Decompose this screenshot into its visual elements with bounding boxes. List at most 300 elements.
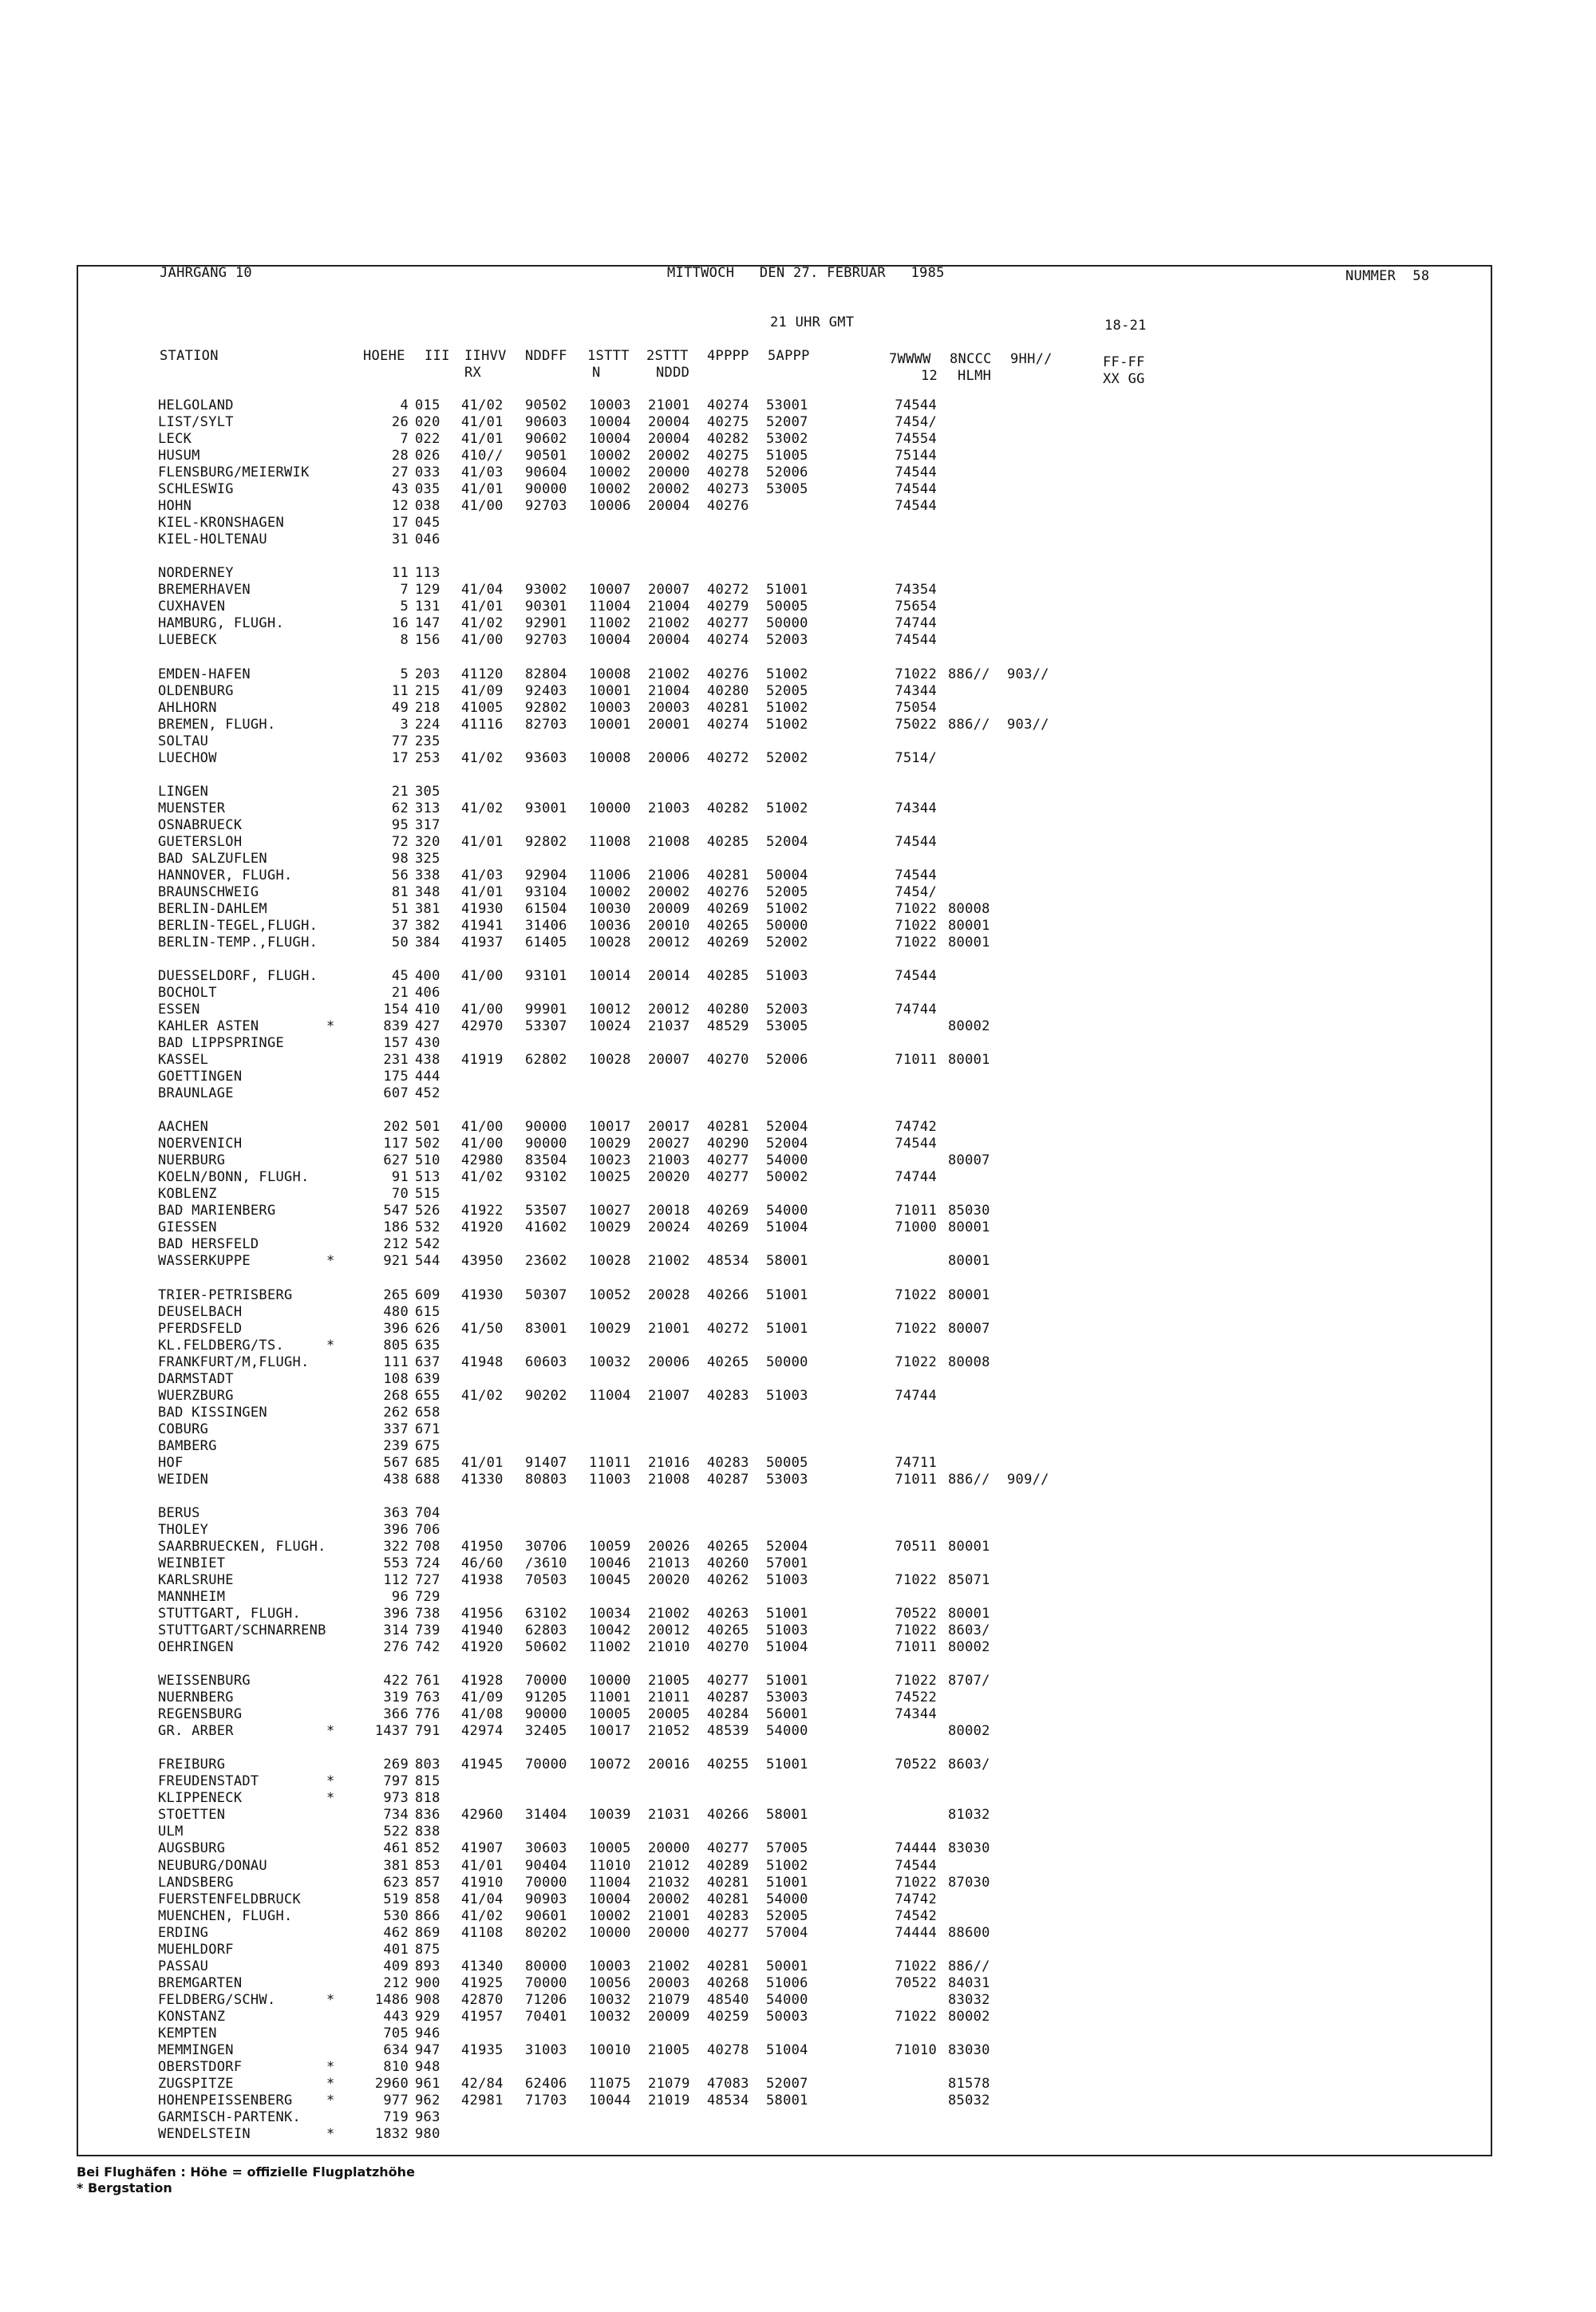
station-height: 17 (391, 515, 409, 532)
station-id: 400 (415, 968, 440, 984)
station-row (0, 532, 1596, 548)
station-height: 56 (391, 867, 409, 883)
weather-group: 70522 (895, 1974, 937, 1991)
cloud-group: 8707/ (948, 1673, 990, 1690)
synop-group: 99901 (525, 1002, 567, 1018)
station-row (0, 1539, 1596, 1555)
station-id: 947 (415, 2041, 440, 2058)
cloud-group: 80007 (948, 1320, 990, 1337)
synop-group: 20003 (648, 1974, 690, 1991)
synop-group: 21005 (648, 1673, 690, 1690)
synop-group: 20012 (648, 934, 690, 950)
synop-group: 41/01 (461, 414, 504, 430)
synop-group: 11002 (589, 615, 631, 632)
station-height: 11 (391, 682, 409, 699)
synop-group: 21004 (648, 682, 690, 699)
station-id: 320 (415, 833, 440, 850)
mountain-station-marker: * (326, 1790, 335, 1807)
synop-group: 83001 (525, 1320, 567, 1337)
synop-group: 41/00 (461, 632, 504, 649)
station-height: 366 (383, 1706, 409, 1723)
synop-group: 41938 (461, 1572, 504, 1588)
cloud-group: 8603/ (948, 1622, 990, 1638)
synop-group: 21052 (648, 1723, 690, 1740)
synop-group: 41/00 (461, 498, 504, 515)
cloud-group: 80007 (948, 1152, 990, 1169)
weather-group: 7514/ (895, 749, 937, 766)
station-height: 262 (383, 1404, 409, 1421)
synop-group: 40266 (707, 1807, 749, 1824)
station-row (0, 1975, 1596, 1992)
station-id: 020 (415, 414, 440, 430)
synop-group: 21079 (648, 2075, 690, 2092)
station-height: 401 (383, 1941, 409, 1958)
station-id: 639 (415, 1370, 440, 1387)
station-id: 908 (415, 1991, 440, 2008)
synop-group: 42960 (461, 1807, 504, 1824)
synop-group: 21008 (648, 1471, 690, 1488)
synop-group: 10004 (589, 1891, 631, 1907)
station-name: MUENCHEN, FLUGH. (158, 1907, 293, 1924)
synop-group: 11004 (589, 599, 631, 615)
col-7wwww: 7WWWW (889, 351, 931, 367)
station-name: OEHRINGEN (158, 1639, 234, 1655)
station-height: 719 (383, 2108, 409, 2125)
synop-group: 40265 (707, 1622, 749, 1638)
cloud-group: 80002 (948, 1723, 990, 1740)
station-height: 154 (383, 1002, 409, 1018)
issue-number: NUMMER 58 (1345, 268, 1430, 284)
synop-group: 41950 (461, 1538, 504, 1555)
synop-group: 57005 (766, 1840, 808, 1857)
synop-group: 42980 (461, 1152, 504, 1169)
station-id: 729 (415, 1589, 440, 1605)
station-id: 853 (415, 1857, 440, 1874)
station-height: 443 (383, 2008, 409, 2025)
station-name: GOETTINGEN (158, 1069, 243, 1085)
synop-group: 41/09 (461, 682, 504, 699)
synop-group: 10000 (589, 1924, 631, 1941)
synop-group: 90604 (525, 464, 567, 481)
col-iii: III (425, 348, 450, 364)
station-name: KONSTANZ (158, 2008, 226, 2025)
synop-group: 51002 (766, 716, 808, 733)
weather-group: 75144 (895, 448, 937, 464)
station-row (0, 1589, 1596, 1606)
station-name: HOF (158, 1454, 184, 1471)
station-name: LECK (158, 431, 192, 447)
synop-group: 82804 (525, 666, 567, 682)
station-id: 430 (415, 1035, 440, 1052)
weather-group: 74544 (895, 632, 937, 649)
synop-group: 83504 (525, 1152, 567, 1169)
col-n: N (592, 365, 601, 381)
station-id: 235 (415, 733, 440, 749)
station-name: BERUS (158, 1504, 200, 1521)
station-row (0, 1824, 1596, 1840)
synop-group: 40265 (707, 1354, 749, 1370)
synop-group: 40259 (707, 2008, 749, 2025)
synop-group: 10008 (589, 666, 631, 682)
station-height: 2960 (374, 2075, 409, 2092)
station-id: 776 (415, 1706, 440, 1723)
synop-group: 10029 (589, 1219, 631, 1236)
synop-group: 90000 (525, 481, 567, 498)
synop-group: 80000 (525, 1958, 567, 1974)
synop-group: 10002 (589, 481, 631, 498)
station-name: KIEL-KRONSHAGEN (158, 515, 285, 532)
synop-group: 21011 (648, 1690, 690, 1706)
synop-group: 50005 (766, 599, 808, 615)
station-row (0, 1790, 1596, 1807)
station-name: ESSEN (158, 1002, 200, 1018)
synop-group: 48539 (707, 1723, 749, 1740)
synop-group: 92802 (525, 833, 567, 850)
synop-group: 40281 (707, 867, 749, 883)
station-height: 265 (383, 1286, 409, 1303)
station-row (0, 2076, 1596, 2093)
col-rx: RX (464, 365, 482, 381)
station-height: 409 (383, 1958, 409, 1974)
col-4pppp: 4PPPP (707, 348, 749, 364)
station-height: 91 (391, 1169, 409, 1186)
synop-group: 90601 (525, 1907, 567, 1924)
weather-group: 71022 (895, 1286, 937, 1303)
station-name: AACHEN (158, 1119, 209, 1136)
station-name: THOLEY (158, 1521, 209, 1538)
cloud-group: 87030 (948, 1874, 990, 1891)
synop-group: 90602 (525, 431, 567, 447)
synop-group: 20002 (648, 883, 690, 900)
synop-group: 21008 (648, 833, 690, 850)
cloud-group: 81032 (948, 1807, 990, 1824)
synop-group: 90000 (525, 1136, 567, 1152)
synop-group: 410// (461, 448, 504, 464)
synop-group: 10007 (589, 582, 631, 599)
synop-group: 46/60 (461, 1555, 504, 1571)
synop-group: 20010 (648, 917, 690, 934)
synop-group: 40266 (707, 1286, 749, 1303)
station-height: 805 (383, 1337, 409, 1354)
synop-group: 56001 (766, 1706, 808, 1723)
synop-group: 10039 (589, 1807, 631, 1824)
station-row (0, 1405, 1596, 1421)
synop-group: 91205 (525, 1690, 567, 1706)
synop-group: 70000 (525, 1757, 567, 1773)
synop-group: 10012 (589, 1002, 631, 1018)
synop-group: 50000 (766, 917, 808, 934)
mountain-station-marker: * (326, 1337, 335, 1354)
synop-group: 41/02 (461, 800, 504, 816)
station-name: WEISSENBURG (158, 1673, 251, 1690)
station-id: 900 (415, 1974, 440, 1991)
synop-group: 10042 (589, 1622, 631, 1638)
synop-group: 40277 (707, 1152, 749, 1169)
station-row (0, 1002, 1596, 1018)
synop-group: 51002 (766, 1857, 808, 1874)
station-id: 708 (415, 1538, 440, 1555)
station-id: 510 (415, 1152, 440, 1169)
weather-group: 74742 (895, 1119, 937, 1136)
station-row (0, 851, 1596, 867)
synop-group: 41945 (461, 1757, 504, 1773)
station-name: BERLIN-DAHLEM (158, 900, 267, 917)
station-row (0, 1421, 1596, 1438)
station-name: MUENSTER (158, 800, 226, 816)
station-id: 946 (415, 2025, 440, 2041)
station-name: REGENSBURG (158, 1706, 243, 1723)
synop-group: 40276 (707, 883, 749, 900)
station-row (0, 733, 1596, 750)
weather-group: 71011 (895, 1203, 937, 1219)
synop-group: 70000 (525, 1874, 567, 1891)
station-row (0, 1169, 1596, 1186)
station-name: HOHENPEISSENBERG (158, 2092, 293, 2108)
station-row (0, 1018, 1596, 1035)
station-row (0, 1908, 1596, 1925)
extra-group: 909// (1007, 1471, 1049, 1488)
synop-group: 41940 (461, 1622, 504, 1638)
station-height: 8 (400, 632, 409, 649)
synop-group: 40269 (707, 900, 749, 917)
synop-group: 40283 (707, 1387, 749, 1404)
station-id: 513 (415, 1169, 440, 1186)
synop-group: 40281 (707, 1874, 749, 1891)
station-row (0, 1119, 1596, 1136)
station-id: 218 (415, 699, 440, 716)
station-height: 7 (400, 431, 409, 447)
station-row (0, 1925, 1596, 1942)
station-row (0, 1622, 1596, 1639)
station-row (0, 1875, 1596, 1891)
synop-group: 41602 (525, 1219, 567, 1236)
synop-group: 51006 (766, 1974, 808, 1991)
synop-group: 20007 (648, 1052, 690, 1069)
weather-group: 74522 (895, 1690, 937, 1706)
station-row (0, 1321, 1596, 1338)
synop-group: 40274 (707, 716, 749, 733)
synop-group: 20020 (648, 1572, 690, 1588)
synop-group: 92901 (525, 615, 567, 632)
synop-group: 61504 (525, 900, 567, 917)
station-row (0, 1438, 1596, 1455)
station-id: 791 (415, 1723, 440, 1740)
synop-group: 20018 (648, 1203, 690, 1219)
station-row (0, 1136, 1596, 1152)
synop-group: 90903 (525, 1891, 567, 1907)
station-name: BAMBERG (158, 1437, 217, 1454)
station-name: BREMERHAVEN (158, 582, 251, 599)
synop-group: 21031 (648, 1807, 690, 1824)
weather-group: 74542 (895, 1907, 937, 1924)
synop-group: 40263 (707, 1606, 749, 1622)
synop-group: 51003 (766, 1622, 808, 1638)
station-name: HELGOLAND (158, 397, 234, 413)
synop-group: 93101 (525, 968, 567, 984)
station-name: HUSUM (158, 448, 200, 464)
station-height: 112 (383, 1572, 409, 1588)
synop-group: 53005 (766, 1018, 808, 1035)
synop-group: 58001 (766, 1807, 808, 1824)
synop-group: 10001 (589, 682, 631, 699)
synop-group: /3610 (525, 1555, 567, 1571)
station-row (0, 565, 1596, 582)
synop-group: 90202 (525, 1387, 567, 1404)
weather-group: 74711 (895, 1454, 937, 1471)
station-name: COBURG (158, 1421, 209, 1437)
synop-group: 40282 (707, 800, 749, 816)
station-id: 022 (415, 431, 440, 447)
synop-group: 90000 (525, 1706, 567, 1723)
synop-group: 41/02 (461, 397, 504, 413)
synop-group: 41/00 (461, 1002, 504, 1018)
synop-group: 62406 (525, 2075, 567, 2092)
station-name: BERLIN-TEMP.,FLUGH. (158, 934, 318, 950)
cloud-group: 81578 (948, 2075, 990, 2092)
station-height: 337 (383, 1421, 409, 1437)
station-id: 838 (415, 1824, 440, 1840)
extra-group: 903// (1007, 716, 1049, 733)
weather-group: 74544 (895, 1857, 937, 1874)
station-id: 384 (415, 934, 440, 950)
station-id: 615 (415, 1303, 440, 1320)
synop-group: 90603 (525, 414, 567, 430)
synop-group: 31406 (525, 917, 567, 934)
synop-group: 41/02 (461, 1169, 504, 1186)
station-row (0, 1069, 1596, 1085)
mountain-station-marker: * (326, 2075, 335, 2092)
weather-group: 71022 (895, 1572, 937, 1588)
mountain-station-marker: * (326, 1253, 335, 1270)
station-name: EMDEN-HAFEN (158, 666, 251, 682)
station-id: 609 (415, 1286, 440, 1303)
station-row (0, 414, 1596, 431)
synop-group: 51001 (766, 1606, 808, 1622)
synop-group: 31404 (525, 1807, 567, 1824)
synop-group: 10002 (589, 1907, 631, 1924)
synop-group: 41907 (461, 1840, 504, 1857)
synop-group: 40262 (707, 1572, 749, 1588)
synop-group: 91407 (525, 1454, 567, 1471)
station-height: 1486 (374, 1991, 409, 2008)
weather-group: 7454/ (895, 414, 937, 430)
synop-group: 20000 (648, 464, 690, 481)
station-row (0, 1840, 1596, 1857)
synop-group: 41/00 (461, 968, 504, 984)
synop-group: 90501 (525, 448, 567, 464)
station-id: 427 (415, 1018, 440, 1035)
station-row (0, 2009, 1596, 2025)
station-id: 961 (415, 2075, 440, 2092)
synop-group: 50001 (766, 1958, 808, 1974)
synop-group: 23602 (525, 1253, 567, 1270)
station-id: 026 (415, 448, 440, 464)
synop-group: 41/04 (461, 1891, 504, 1907)
weather-group: 71022 (895, 917, 937, 934)
station-id: 739 (415, 1622, 440, 1638)
synop-group: 40289 (707, 1857, 749, 1874)
station-row (0, 1236, 1596, 1253)
weather-group: 74744 (895, 1387, 937, 1404)
synop-group: 21007 (648, 1387, 690, 1404)
synop-group: 40279 (707, 599, 749, 615)
synop-group: 93104 (525, 883, 567, 900)
station-height: 396 (383, 1320, 409, 1337)
station-id: 836 (415, 1807, 440, 1824)
station-id: 406 (415, 985, 440, 1001)
station-name: STUTTGART, FLUGH. (158, 1606, 302, 1622)
station-row (0, 1304, 1596, 1321)
synop-group: 40278 (707, 464, 749, 481)
weather-group: 71000 (895, 1219, 937, 1236)
synop-group: 20014 (648, 968, 690, 984)
station-name: STOETTEN (158, 1807, 226, 1824)
station-row (0, 1085, 1596, 1102)
station-height: 839 (383, 1018, 409, 1035)
station-row (0, 464, 1596, 481)
station-height: 111 (383, 1354, 409, 1370)
station-row (0, 1052, 1596, 1069)
synop-group: 10029 (589, 1136, 631, 1152)
synop-group: 41/01 (461, 1454, 504, 1471)
station-name: NEUBURG/DONAU (158, 1857, 267, 1874)
weather-group: 74744 (895, 1169, 937, 1186)
station-row (0, 498, 1596, 515)
station-row (0, 1455, 1596, 1472)
station-row (0, 800, 1596, 817)
station-id: 452 (415, 1085, 440, 1102)
station-name: FELDBERG/SCHW. (158, 1991, 276, 2008)
col-hlmh: HLMH (958, 368, 992, 384)
synop-group: 21037 (648, 1018, 690, 1035)
station-name: NOERVENICH (158, 1136, 243, 1152)
station-height: 50 (391, 934, 409, 950)
station-id: 131 (415, 599, 440, 615)
synop-group: 51005 (766, 448, 808, 464)
station-name: ULM (158, 1824, 184, 1840)
station-name: LINGEN (158, 783, 209, 800)
synop-group: 41120 (461, 666, 504, 682)
cloud-group: 886// (948, 716, 990, 733)
synop-group: 10059 (589, 1538, 631, 1555)
synop-group: 21079 (648, 1991, 690, 2008)
station-row (0, 2025, 1596, 2042)
station-height: 108 (383, 1370, 409, 1387)
cloud-group: 80002 (948, 1018, 990, 1035)
synop-group: 92802 (525, 699, 567, 716)
synop-group: 41935 (461, 2041, 504, 2058)
station-height: 319 (383, 1690, 409, 1706)
cloud-group: 83030 (948, 2041, 990, 2058)
station-row (0, 700, 1596, 717)
station-height: 553 (383, 1555, 409, 1571)
cloud-group: 8603/ (948, 1757, 990, 1773)
synop-group: 41/03 (461, 867, 504, 883)
station-row (0, 2126, 1596, 2143)
station-row (0, 1807, 1596, 1824)
station-row (0, 1186, 1596, 1203)
station-height: 51 (391, 900, 409, 917)
station-id: 129 (415, 582, 440, 599)
synop-group: 48529 (707, 1018, 749, 1035)
station-row (0, 1555, 1596, 1572)
station-name: OBERSTDORF (158, 2058, 243, 2075)
cloud-group: 80001 (948, 1538, 990, 1555)
station-height: 810 (383, 2058, 409, 2075)
synop-group: 41930 (461, 900, 504, 917)
station-id: 803 (415, 1757, 440, 1773)
synop-group: 62802 (525, 1052, 567, 1069)
